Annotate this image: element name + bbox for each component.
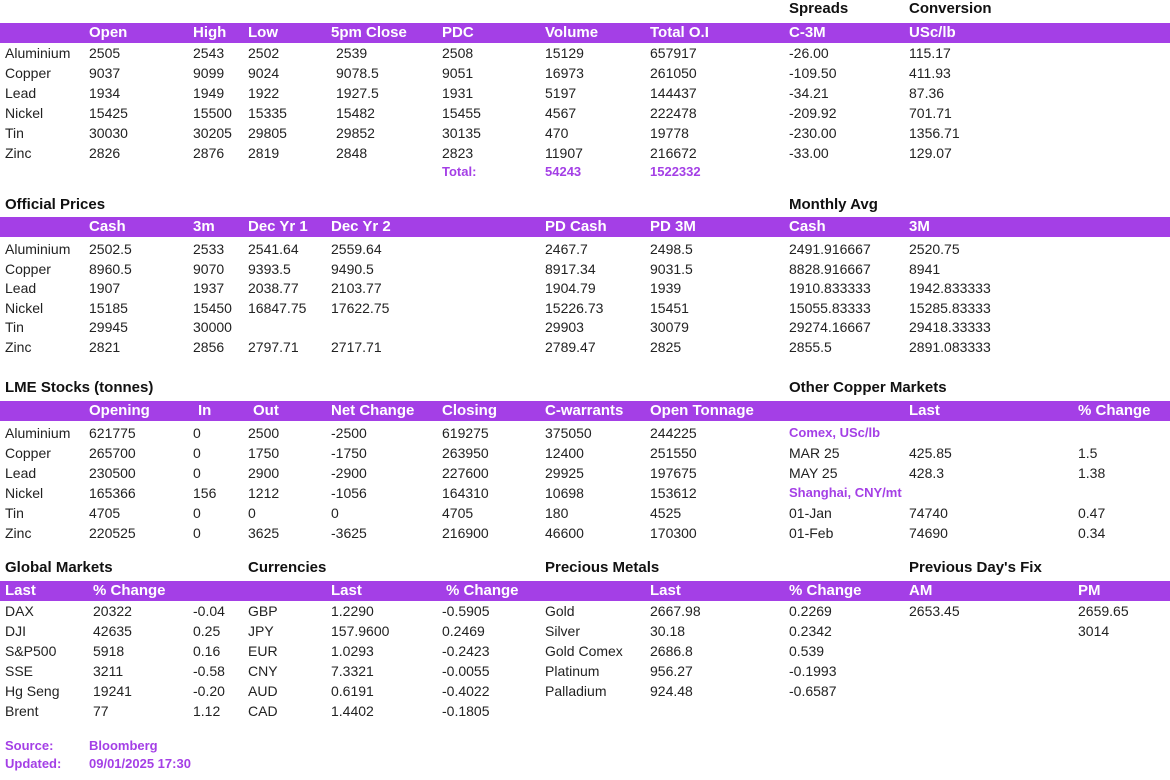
col-in: In <box>198 402 212 419</box>
stocks-c-warrants-cell: 375050 <box>545 425 592 441</box>
currency-change-cell: -0.0055 <box>442 663 490 679</box>
official-pd-cash-cell: 29903 <box>545 319 584 335</box>
official-avg-cash-cell: 1910.833333 <box>789 280 871 296</box>
official-cash-cell: 1907 <box>89 280 121 296</box>
summary-metal-cell: Copper <box>5 65 51 81</box>
summary-oi-cell: 657917 <box>650 45 697 61</box>
summary-pdc-cell: 15455 <box>442 105 481 121</box>
other-contract-cell: MAY 25 <box>789 465 838 481</box>
col-dec-yr-2: Dec Yr 2 <box>331 218 391 235</box>
previous-fix-heading: Previous Day's Fix <box>909 559 1042 576</box>
official-cash-cell: 2821 <box>89 338 121 355</box>
stocks-out-cell: 1212 <box>248 485 280 501</box>
official-cash-cell: 2502.5 <box>89 241 132 257</box>
global-last-cell: 77 <box>93 703 109 719</box>
stocks-closing-cell: 216900 <box>442 525 489 541</box>
stocks-closing-cell: 263950 <box>442 445 489 461</box>
source-label: Source: <box>5 738 54 753</box>
stocks-closing-cell: 227600 <box>442 465 489 481</box>
global-markets-heading: Global Markets <box>5 559 113 576</box>
official-prices-heading: Official Prices <box>5 196 106 213</box>
precious-metals-heading: Precious Metals <box>545 559 660 576</box>
precious-metal-cell: Palladium <box>545 683 607 699</box>
stocks-metal-cell: Copper <box>5 445 51 461</box>
col-precious-last: Last <box>650 582 681 599</box>
currency-last-cell: 1.4402 <box>331 703 374 719</box>
summary-high-cell: 9099 <box>193 65 225 81</box>
stocks-net-change-cell: -1056 <box>331 485 367 501</box>
currency-change-cell: -0.4022 <box>442 683 490 699</box>
summary-low-cell: 9024 <box>248 65 280 81</box>
global-change-cell: -0.58 <box>193 663 225 679</box>
col-pdc: PDC <box>442 24 474 41</box>
summary-volume-cell: 11907 <box>545 145 583 161</box>
summary-close-cell: 15482 <box>336 105 375 121</box>
official-metal-cell: Copper <box>5 260 51 277</box>
global-change-cell: 0.25 <box>193 623 221 639</box>
official-cash-cell: 8960.5 <box>89 260 132 277</box>
col-c-3m: C-3M <box>789 24 826 41</box>
global-last-cell: 20322 <box>93 603 132 619</box>
summary-close-cell: 2848 <box>336 145 368 161</box>
col-5pm-close: 5pm Close <box>331 24 407 41</box>
precious-change-cell: 0.2342 <box>789 623 832 639</box>
other-contract-cell: 01-Jan <box>789 505 832 521</box>
col-usc-lb: USc/lb <box>909 24 956 41</box>
spreads-heading: Spreads <box>789 0 849 17</box>
precious-last-cell: 924.48 <box>650 683 693 699</box>
currency-change-cell: 0.2469 <box>442 623 485 639</box>
stocks-c-warrants-cell: 12400 <box>545 445 584 461</box>
summary-volume-cell: 16973 <box>545 65 584 81</box>
other-copper-heading: Other Copper Markets <box>789 379 947 396</box>
stocks-c-warrants-cell: 46600 <box>545 525 584 541</box>
global-change-cell: 0.16 <box>193 643 221 659</box>
stocks-out-cell: 0 <box>248 505 256 521</box>
summary-close-cell: 2539 <box>336 45 368 61</box>
stocks-c-warrants-cell: 29925 <box>545 465 584 481</box>
currency-code-cell: GBP <box>248 603 278 619</box>
summary-c3m-cell: -33.00 <box>789 145 829 161</box>
stocks-open-tonnage-cell: 244225 <box>650 425 697 441</box>
total-oi: 1522332 <box>650 164 701 179</box>
global-index-cell: Hg Seng <box>5 683 60 699</box>
official-pd-cash-cell: 2789.47 <box>545 338 596 355</box>
currency-code-cell: CAD <box>248 703 278 719</box>
summary-open-cell: 1934 <box>89 85 121 101</box>
official-3m-cell: 9070 <box>193 260 225 277</box>
summary-metal-cell: Lead <box>5 85 37 101</box>
official-avg-3m-cell: 29418.33333 <box>909 319 991 335</box>
precious-metal-cell: Gold Comex <box>545 643 623 659</box>
summary-low-cell: 15335 <box>248 105 287 121</box>
summary-high-cell: 2876 <box>193 145 225 161</box>
stocks-closing-cell: 619275 <box>442 425 489 441</box>
stocks-opening-cell: 165366 <box>89 485 136 501</box>
stocks-out-cell: 1750 <box>248 445 280 461</box>
stocks-c-warrants-cell: 10698 <box>545 485 584 501</box>
summary-high-cell: 1949 <box>193 85 225 101</box>
summary-metal-cell: Zinc <box>5 145 32 161</box>
summary-usclb-cell: 129.07 <box>909 145 952 161</box>
col-other-last: Last <box>909 402 940 419</box>
summary-metal-cell: Nickel <box>5 105 44 121</box>
summary-metal-cell: Tin <box>5 125 24 141</box>
other-last-cell: 428.3 <box>909 465 945 481</box>
stocks-opening-cell: 4705 <box>89 505 121 521</box>
global-index-cell: Brent <box>5 703 39 719</box>
global-change-cell: -0.20 <box>193 683 225 699</box>
summary-metal-cell: Aluminium <box>5 45 71 61</box>
official-avg-cash-cell: 2855.5 <box>789 338 832 355</box>
summary-c3m-cell: -109.50 <box>789 65 837 81</box>
official-dec-yr-1-cell: 2541.64 <box>248 241 299 257</box>
stocks-open-tonnage-cell: 4525 <box>650 505 682 521</box>
stocks-in-cell: 0 <box>193 505 201 521</box>
precious-metal-cell: Gold <box>545 603 575 619</box>
stocks-in-cell: 0 <box>193 465 201 481</box>
monthly-avg-heading: Monthly Avg <box>789 196 878 213</box>
col-open-tonnage: Open Tonnage <box>650 402 754 419</box>
summary-volume-cell: 4567 <box>545 105 577 121</box>
updated-value: 09/01/2025 17:30 <box>89 756 191 771</box>
summary-usclb-cell: 701.71 <box>909 105 952 121</box>
official-dec-yr-1-cell: 16847.75 <box>248 299 307 316</box>
summary-low-cell: 1922 <box>248 85 280 101</box>
col-volume: Volume <box>545 24 599 41</box>
other-contract-cell: MAR 25 <box>789 445 840 461</box>
other-contract-cell: 01-Feb <box>789 525 834 541</box>
col-global-change: % Change <box>93 582 166 599</box>
other-market-group: Comex, USc/lb <box>789 425 881 440</box>
official-dec-yr-2-cell: 2559.64 <box>331 241 382 257</box>
official-pd-3m-cell: 30079 <box>650 319 689 335</box>
summary-low-cell: 2502 <box>248 45 280 61</box>
currency-change-cell: -0.5905 <box>442 603 490 619</box>
currency-last-cell: 1.0293 <box>331 643 374 659</box>
stocks-opening-cell: 230500 <box>89 465 136 481</box>
global-change-cell: -0.04 <box>193 603 225 619</box>
summary-usclb-cell: 87.36 <box>909 85 945 101</box>
currency-code-cell: CNY <box>248 663 278 679</box>
currency-code-cell: JPY <box>248 623 274 639</box>
col-currency-last: Last <box>331 582 362 599</box>
precious-change-cell: 0.539 <box>789 643 825 659</box>
summary-c3m-cell: -34.21 <box>789 85 829 101</box>
col-opening: Opening <box>89 402 150 419</box>
summary-high-cell: 2543 <box>193 45 225 61</box>
other-change-cell: 0.34 <box>1078 525 1106 541</box>
official-avg-3m-cell: 1942.833333 <box>909 280 991 296</box>
global-index-cell: SSE <box>5 663 34 679</box>
currency-last-cell: 7.3321 <box>331 663 374 679</box>
col-cash: Cash <box>89 218 126 235</box>
stocks-metal-cell: Nickel <box>5 485 44 501</box>
precious-last-cell: 2686.8 <box>650 643 693 659</box>
currency-code-cell: EUR <box>248 643 278 659</box>
summary-open-cell: 15425 <box>89 105 128 121</box>
col-fix-am: AM <box>909 582 933 599</box>
other-last-cell: 74690 <box>909 525 948 541</box>
col-net-change: Net Change <box>331 402 415 419</box>
other-market-group: Shanghai, CNY/mt <box>789 485 902 500</box>
global-last-cell: 3211 <box>93 663 124 679</box>
official-pd-3m-cell: 15451 <box>650 299 689 316</box>
official-metal-cell: Zinc <box>5 338 32 355</box>
official-pd-3m-cell: 9031.5 <box>650 260 693 277</box>
stocks-out-cell: 2900 <box>248 465 280 481</box>
col-currency-change: % Change <box>446 582 519 599</box>
precious-change-cell: -0.6587 <box>789 683 837 699</box>
precious-metal-cell: Silver <box>545 623 581 639</box>
precious-last-cell: 956.27 <box>650 663 693 679</box>
stocks-metal-cell: Tin <box>5 505 24 521</box>
fix-pm-cell: 3014 <box>1078 623 1110 639</box>
summary-close-cell: 1927.5 <box>336 85 379 101</box>
summary-low-cell: 29805 <box>248 125 287 141</box>
col-fix-pm: PM <box>1078 582 1101 599</box>
summary-oi-cell: 222478 <box>650 105 697 121</box>
col-high: High <box>193 24 227 41</box>
currency-last-cell: 0.6191 <box>331 683 374 699</box>
precious-change-cell: 0.2269 <box>789 603 832 619</box>
fix-pm-cell: 2659.65 <box>1078 603 1129 619</box>
col-total-oi: Total O.I <box>650 24 709 41</box>
official-pd-3m-cell: 1939 <box>650 280 682 296</box>
summary-open-cell: 2826 <box>89 145 121 161</box>
global-change-cell: 1.12 <box>193 703 221 719</box>
summary-high-cell: 15500 <box>193 105 232 121</box>
currency-change-cell: -0.2423 <box>442 643 490 659</box>
official-pd-3m-cell: 2825 <box>650 338 682 355</box>
official-pd-cash-cell: 2467.7 <box>545 241 588 257</box>
stocks-out-cell: 2500 <box>248 425 280 441</box>
summary-volume-cell: 470 <box>545 125 569 141</box>
official-metal-cell: Lead <box>5 280 37 296</box>
summary-open-cell: 2505 <box>89 45 121 61</box>
summary-close-cell: 29852 <box>336 125 375 141</box>
summary-pdc-cell: 2823 <box>442 145 474 161</box>
summary-volume-cell: 15129 <box>545 45 584 61</box>
lme-stocks-heading: LME Stocks (tonnes) <box>5 379 154 396</box>
stocks-open-tonnage-cell: 153612 <box>650 485 697 501</box>
official-metal-cell: Tin <box>5 319 24 335</box>
stocks-opening-cell: 265700 <box>89 445 136 461</box>
official-avg-3m-cell: 8941 <box>909 260 941 277</box>
currencies-heading: Currencies <box>248 559 327 576</box>
other-change-cell: 0.47 <box>1078 505 1106 521</box>
col-open: Open <box>89 24 128 41</box>
other-last-cell: 425.85 <box>909 445 952 461</box>
official-avg-3m-cell: 2520.75 <box>909 241 960 257</box>
stocks-in-cell: 0 <box>193 425 201 441</box>
summary-pdc-cell: 2508 <box>442 45 474 61</box>
summary-close-cell: 9078.5 <box>336 65 379 81</box>
official-3m-cell: 2856 <box>193 338 225 355</box>
stocks-net-change-cell: -3625 <box>331 525 367 541</box>
source-value: Bloomberg <box>89 738 158 753</box>
col-closing: Closing <box>442 402 497 419</box>
total-volume: 54243 <box>545 164 582 179</box>
summary-usclb-cell: 115.17 <box>909 45 951 61</box>
conversion-heading: Conversion <box>909 0 992 17</box>
stocks-closing-cell: 4705 <box>442 505 474 521</box>
stocks-net-change-cell: -1750 <box>331 445 367 461</box>
other-change-cell: 1.5 <box>1078 445 1098 461</box>
currency-change-cell: -0.1805 <box>442 703 490 719</box>
official-3m-cell: 1937 <box>193 280 225 296</box>
stocks-open-tonnage-cell: 170300 <box>650 525 697 541</box>
global-last-cell: 19241 <box>93 683 132 699</box>
summary-low-cell: 2819 <box>248 145 280 161</box>
stocks-metal-cell: Aluminium <box>5 425 71 441</box>
stocks-in-cell: 0 <box>193 525 201 541</box>
official-dec-yr-2-cell: 9490.5 <box>331 260 374 277</box>
summary-usclb-cell: 411.93 <box>909 65 951 81</box>
summary-oi-cell: 216672 <box>650 145 697 161</box>
official-dec-yr-2-cell: 17622.75 <box>331 299 390 316</box>
official-3m-cell: 30000 <box>193 319 232 335</box>
official-dec-yr-1-cell: 2038.77 <box>248 280 299 296</box>
stocks-open-tonnage-cell: 197675 <box>650 465 697 481</box>
stocks-net-change-cell: -2500 <box>331 425 367 441</box>
official-avg-cash-cell: 2491.916667 <box>789 241 871 257</box>
stocks-opening-cell: 220525 <box>89 525 136 541</box>
precious-last-cell: 2667.98 <box>650 603 701 619</box>
global-last-cell: 5918 <box>93 643 125 659</box>
precious-metal-cell: Platinum <box>545 663 600 679</box>
summary-volume-cell: 5197 <box>545 85 577 101</box>
col-avg-3m: 3M <box>909 218 930 235</box>
other-change-cell: 1.38 <box>1078 465 1106 481</box>
col-global-last: Last <box>5 582 36 599</box>
official-3m-cell: 2533 <box>193 241 225 257</box>
stocks-in-cell: 156 <box>193 485 217 501</box>
official-pd-3m-cell: 2498.5 <box>650 241 693 257</box>
total-label: Total: <box>442 164 477 179</box>
col-precious-change: % Change <box>789 582 862 599</box>
col-low: Low <box>248 24 278 41</box>
stocks-in-cell: 0 <box>193 445 201 461</box>
stocks-c-warrants-cell: 180 <box>545 505 569 521</box>
summary-open-cell: 9037 <box>89 65 121 81</box>
summary-pdc-cell: 30135 <box>442 125 481 141</box>
summary-c3m-cell: -26.00 <box>789 45 829 61</box>
summary-c3m-cell: -209.92 <box>789 105 837 121</box>
col-avg-cash: Cash <box>789 218 826 235</box>
official-avg-cash-cell: 15055.83333 <box>789 299 871 316</box>
global-index-cell: DAX <box>5 603 34 619</box>
global-index-cell: S&P500 <box>5 643 57 659</box>
stocks-net-change-cell: 0 <box>331 505 339 521</box>
markets-header-bar <box>0 581 1170 601</box>
col-pd-3m: PD 3M <box>650 218 696 235</box>
official-avg-3m-cell: 2891.083333 <box>909 338 991 355</box>
stocks-open-tonnage-cell: 251550 <box>650 445 697 461</box>
official-metal-cell: Aluminium <box>5 241 71 257</box>
summary-oi-cell: 144437 <box>650 85 697 101</box>
official-dec-yr-2-cell: 2717.71 <box>331 338 382 355</box>
official-metal-cell: Nickel <box>5 299 44 316</box>
currency-code-cell: AUD <box>248 683 278 699</box>
col-out: Out <box>253 402 279 419</box>
summary-pdc-cell: 9051 <box>442 65 474 81</box>
global-last-cell: 42635 <box>93 623 132 639</box>
precious-last-cell: 30.18 <box>650 623 686 639</box>
updated-label: Updated: <box>5 756 62 771</box>
summary-oi-cell: 19778 <box>650 125 689 141</box>
fix-am-cell: 2653.45 <box>909 603 960 619</box>
summary-c3m-cell: -230.00 <box>789 125 837 141</box>
col-other-change: % Change <box>1078 402 1151 419</box>
official-dec-yr-2-cell: 2103.77 <box>331 280 382 296</box>
official-3m-cell: 15450 <box>193 299 232 316</box>
official-pd-cash-cell: 8917.34 <box>545 260 596 277</box>
official-avg-3m-cell: 15285.83333 <box>909 299 991 316</box>
stocks-net-change-cell: -2900 <box>331 465 367 481</box>
official-avg-cash-cell: 8828.916667 <box>789 260 871 277</box>
official-pd-cash-cell: 1904.79 <box>545 280 596 296</box>
summary-open-cell: 30030 <box>89 125 128 141</box>
col-pd-cash: PD Cash <box>545 218 607 235</box>
precious-change-cell: -0.1993 <box>789 663 837 679</box>
summary-high-cell: 30205 <box>193 125 232 141</box>
official-dec-yr-1-cell: 2797.71 <box>248 338 299 355</box>
official-cash-cell: 29945 <box>89 319 128 335</box>
stocks-opening-cell: 621775 <box>89 425 136 441</box>
stocks-out-cell: 3625 <box>248 525 280 541</box>
stocks-closing-cell: 164310 <box>442 485 489 501</box>
other-last-cell: 74740 <box>909 505 948 521</box>
currency-last-cell: 1.2290 <box>331 603 374 619</box>
summary-oi-cell: 261050 <box>650 65 697 81</box>
summary-pdc-cell: 1931 <box>442 85 474 101</box>
official-dec-yr-1-cell: 9393.5 <box>248 260 291 277</box>
col-3m: 3m <box>193 218 215 235</box>
summary-usclb-cell: 1356.71 <box>909 125 960 141</box>
official-pd-cash-cell: 15226.73 <box>545 299 604 316</box>
col-c-warrants: C-warrants <box>545 402 624 419</box>
official-avg-cash-cell: 29274.16667 <box>789 319 871 335</box>
col-dec-yr-1: Dec Yr 1 <box>248 218 308 235</box>
stocks-metal-cell: Lead <box>5 465 37 481</box>
currency-last-cell: 157.9600 <box>331 623 390 639</box>
official-cash-cell: 15185 <box>89 299 128 316</box>
global-index-cell: DJI <box>5 623 26 639</box>
stocks-metal-cell: Zinc <box>5 525 32 541</box>
